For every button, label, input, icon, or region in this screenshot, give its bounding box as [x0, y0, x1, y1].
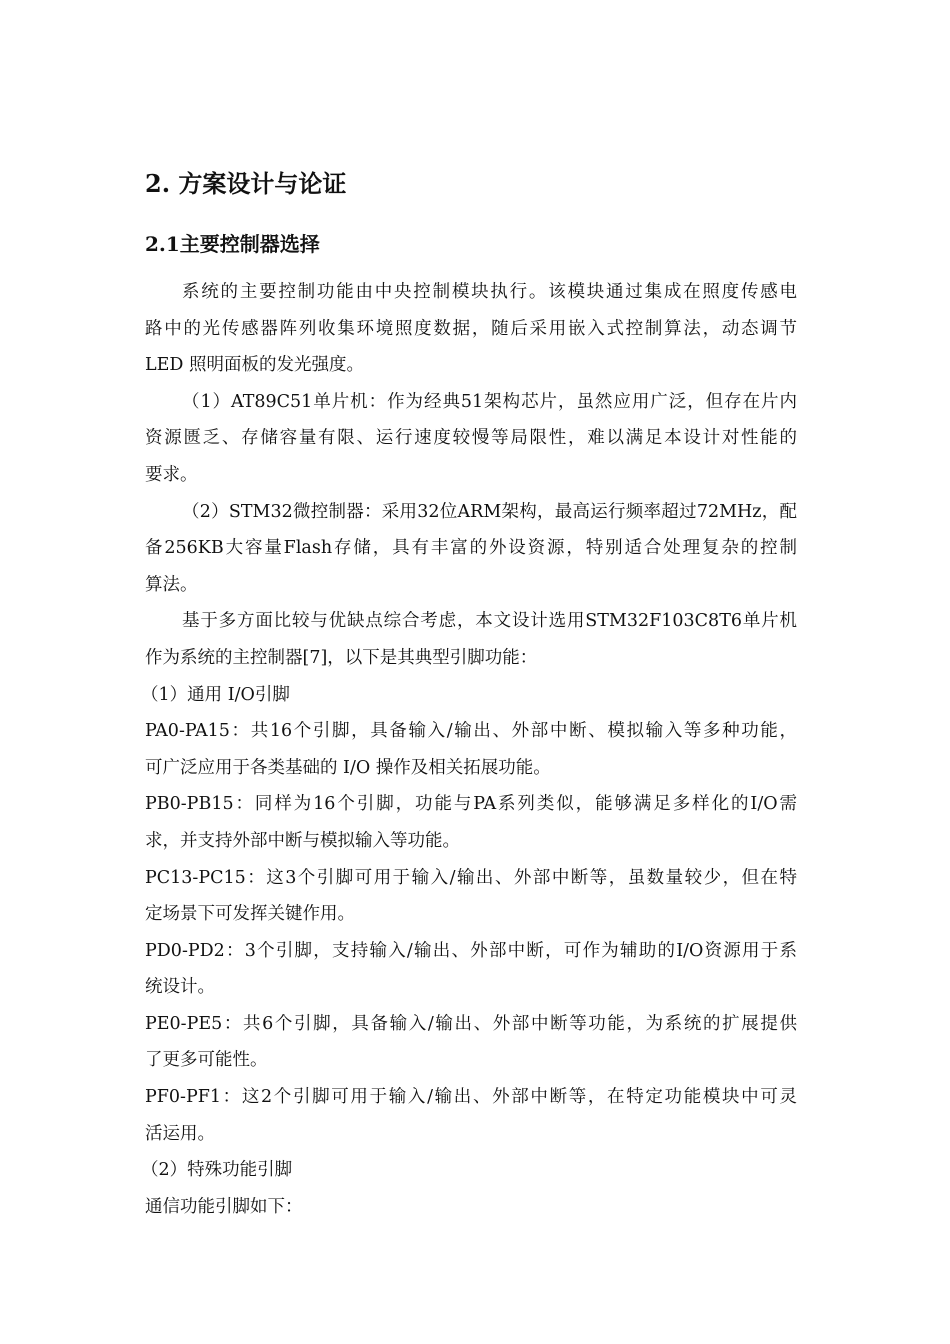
subsection-heading: 2.1主要控制器选择	[145, 232, 320, 256]
text-line: 备256KB大容量Flash存储，具有丰富的外设资源，特别适合处理复杂的控制	[145, 538, 797, 559]
text-line: 活运用。	[145, 1123, 215, 1144]
text-line: 求，并支持外部中断与模拟输入等功能。	[145, 830, 460, 851]
text-line: PE0-PE5：共6个引脚，具备输入/输出、外部中断等功能，为系统的扩展提供	[145, 1013, 797, 1034]
text-line: LED 照明面板的发光强度。	[145, 355, 364, 376]
text-line: （2）STM32微控制器：采用32位ARM架构，最高运行频率超过72MHz，配	[182, 501, 797, 522]
text-line: （2）特殊功能引脚	[141, 1160, 293, 1181]
text-line: PB0-PB15：同样为16个引脚，功能与PA系列类似，能够满足多样化的I/O需	[145, 794, 797, 815]
text-line: 算法。	[145, 574, 198, 595]
text-line: PC13-PC15：这3个引脚可用于输入/输出、外部中断等，虽数量较少，但在特	[145, 867, 797, 888]
body-text	[141, 274, 797, 1225]
text-line: 统设计。	[145, 977, 215, 998]
text-line: 基于多方面比较与优缺点综合考虑，本文设计选用STM32F103C8T6单片机	[182, 611, 797, 632]
text-line: 要求。	[145, 464, 198, 485]
text-line: PD0-PD2：3个引脚，支持输入/输出、外部中断，可作为辅助的I/O资源用于系	[145, 940, 797, 961]
text-line: 定场景下可发挥关键作用。	[145, 904, 355, 925]
text-line: 路中的光传感器阵列收集环境照度数据，随后采用嵌入式控制算法，动态调节	[145, 318, 797, 339]
section-heading: 2. 方案设计与论证	[145, 169, 347, 198]
text-line: 资源匮乏、存储容量有限、运行速度较慢等局限性，难以满足本设计对性能的	[145, 428, 797, 449]
text-line: （1）AT89C51单片机：作为经典51架构芯片，虽然应用广泛，但存在片内	[182, 391, 797, 412]
text-line: PF0-PF1：这2个引脚可用于输入/输出、外部中断等，在特定功能模块中可灵	[145, 1087, 797, 1108]
text-line: 作为系统的主控制器[7]，以下是其典型引脚功能：	[145, 647, 538, 668]
text-line: 可广泛应用于各类基础的 I/O 操作及相关拓展功能。	[145, 757, 551, 778]
text-line: （1）通用 I/O引脚	[141, 684, 290, 705]
text-line: 系统的主要控制功能由中央控制模块执行。该模块通过集成在照度传感电	[182, 282, 797, 302]
text-line: 通信功能引脚如下：	[145, 1196, 303, 1217]
text-line: PA0-PA15：共16个引脚，具备输入/输出、外部中断、模拟输入等多种功能，	[145, 721, 797, 742]
text-line: 了更多可能性。	[145, 1050, 268, 1071]
